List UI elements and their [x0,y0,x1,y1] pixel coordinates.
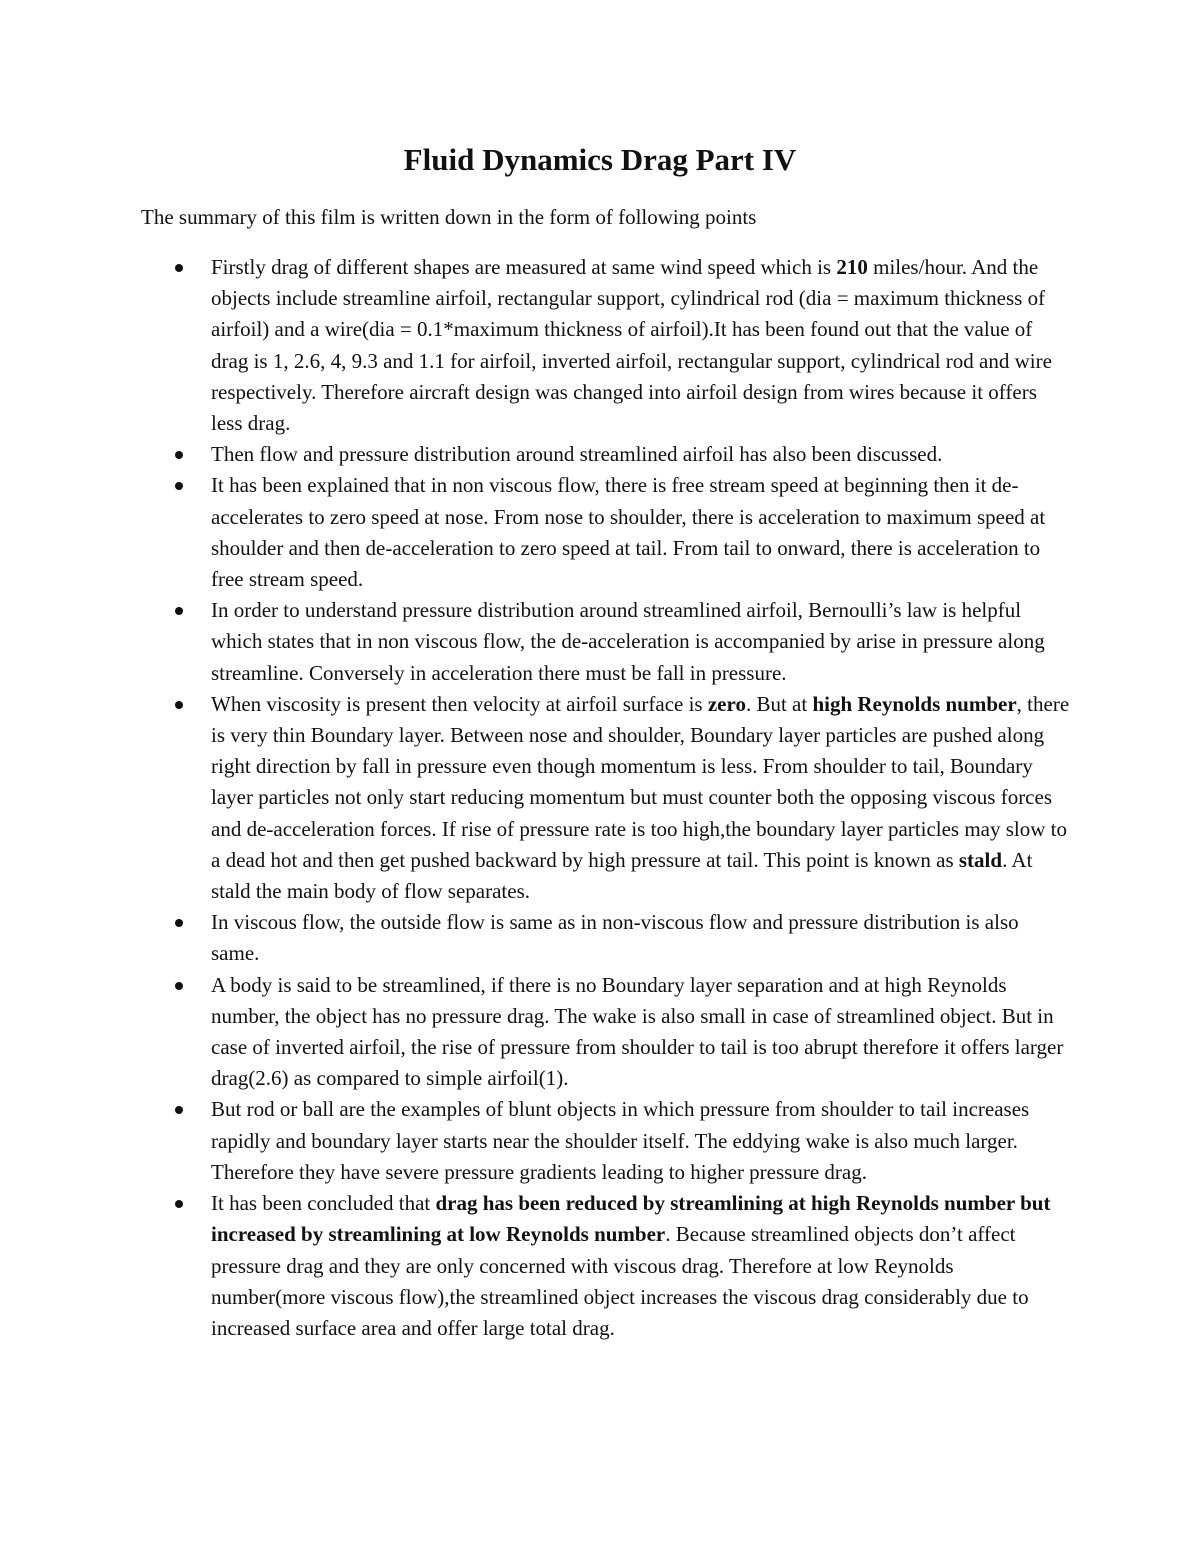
summary-points-list [211,252,1071,1344]
bold-text: 210 [836,255,868,279]
summary-point [211,252,1071,439]
summary-point [211,689,1071,907]
bullet-icon [175,264,183,272]
point-text: In viscous flow, the outside flow is same as in non-viscous flow and pressure distribution is also same. [211,910,1019,966]
page-title: Fluid Dynamics Drag Part IV [403,142,797,177]
point-text: But rod or ball are the examples of blunt objects in which pressure from shoulder to tail increases rapidly and boundary layer starts near the shoulder itself. The eddying wake is also much larger. Therefore they have severe pressure gradients leading to higher pressure drag. [211,1097,1030,1184]
summary-point [211,470,1071,595]
summary-point [211,439,1071,470]
bullet-icon [175,982,183,990]
point-text: . Because streamlined objects don’t affect pressure drag and they are only concerned with viscous drag. Therefore at low Reynolds number(more viscous flow),the streamlined object increases the viscous drag considerably due to increased surface area and offer large total drag. [211,1222,1029,1340]
bullet-icon [175,607,183,615]
point-text: . But at [745,691,813,716]
bold-text: zero [707,691,746,716]
bold-text: high Reynolds number [812,691,1017,716]
summary-point [211,1094,1071,1188]
summary-point [211,907,1071,969]
bullet-icon [175,482,183,490]
bullet-icon [175,1200,183,1208]
point-text: In order to understand pressure distribution around streamlined airfoil, Bernoulli’s law is helpful which states that in non viscous flow, the de-acceleration is accompanied by arise in pressure along streamline. Conversely in acceleration there must be fall in pressure. [211,598,1045,685]
summary-point [211,1188,1071,1344]
summary-point [211,970,1071,1095]
intro-paragraph: The summary of this film is written down in the form of following points [141,205,757,229]
point-text: miles/hour. And the objects include streamline airfoil, rectangular support, cylindrical rod (dia = maximum thickness of airfoil) and a wire(dia = 0.1*maximum thickness of airfoil).It has been found out that the value of drag is 1, 2.6, 4, 9.3 and 1.1 for airfoil, inverted airfoil, rectangular support, cylindrical rod and wire respectively. Therefore aircraft design was changed into airfoil design from wires because it offers less drag. [211,255,1052,436]
bold-text: stald [958,847,1003,872]
point-text: It has been concluded that [211,1191,436,1216]
point-text: Firstly drag of different shapes are measured at same wind speed which is [211,255,837,279]
point-text: A body is said to be streamlined, if there is no Boundary layer separation and at high Reynolds number, the object has no pressure drag. The wake is also small in case of streamlined object. But in case of inverted airfoil, the rise of pressure from shoulder to tail is too abrupt therefore it offers larger drag(2.6) as compared to simple airfoil(1). [211,972,1064,1091]
bullet-icon [175,701,183,709]
bullet-icon [175,451,183,459]
point-text: When viscosity is present then velocity at airfoil surface is [211,691,708,716]
point-text: . At stald the main body of flow separates. [211,847,1033,904]
point-text: It has been explained that in non viscous flow, there is free stream speed at beginning then it de-accelerates to zero speed at nose. From nose to shoulder, there is acceleration to maximum speed at shoulder and then de-acceleration to zero speed at tail. From tail to onward, there is acceleration to free stream speed. [211,473,1046,592]
bullet-icon [175,919,183,927]
point-text: , there is very thin Boundary layer. Between nose and shoulder, Boundary layer particles are pushed along right direction by fall in pressure even though momentum is less. From shoulder to tail, Boundary layer particles not only start reducing momentum but must counter both the opposing viscous forces and de-acceleration forces. If rise of pressure rate is too high,the boundary layer particles may slow to a dead hot and then get pushed backward by high pressure at tail. This point is known as [211,691,1070,872]
summary-point [211,595,1071,689]
bullet-icon [175,1106,183,1114]
point-text: Then flow and pressure distribution around streamlined airfoil has also been discussed. [211,442,943,467]
bold-text: drag has been reduced by streamlining at high Reynolds number but increased by streamlining at low Reynolds number [211,1191,1051,1247]
